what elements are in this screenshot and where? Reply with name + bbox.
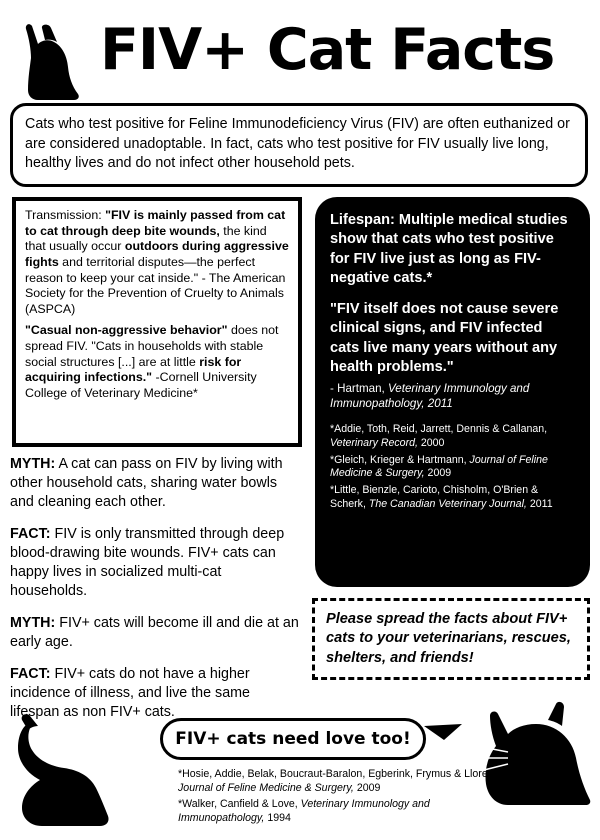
title-row [0,14,600,94]
spread-the-facts-box [312,598,590,680]
reference-italic: Journal of Feline Medicine & Surgery, [178,781,354,794]
reference-italic: Veterinary Record, [330,436,418,449]
reference-plain: *Hosie, Addie, Belak, Boucraut-Baralon, Egberink, Frymus & Lloret, [178,768,494,780]
myth-fact-text: FIV is only transmitted through deep blood-drawing bite wounds. FIV+ cats can happy lives in socialized multi-cat households. [10,526,285,599]
myth-fact-text: FIV+ cats will become ill and die at an early age. [10,615,299,650]
myth-fact-item [10,614,300,652]
transmission-quote1-lead: "FIV is mainly passed from cat to cat through deep bite wounds, [25,208,286,238]
lifespan-attrib-plain: - Hartman, [330,382,388,395]
reference-tail: 2011 [526,497,553,510]
reference-plain: *Little, Bienzle, Carioto, Chisholm, O'Brien & Scherk, [330,484,539,510]
lifespan-lead: Multiple medical studies show that cats who test positive for FIV live just as long as FIV-negative cats.* [330,212,568,286]
reference-item [330,484,575,512]
reference-plain: *Walker, Canfield & Love, [178,797,301,810]
cat-silhouette-icon [18,20,88,104]
lifespan-attrib-italic: Veterinary Immunology and Immunopathology, 2011 [330,382,530,411]
transmission-quote1-rest: the kind that usually occur [25,223,267,254]
page-title: FIV+ Cat Facts [100,17,555,83]
reference-tail: 2000 [417,436,445,449]
intro-text: Cats who test positive for Feline Immunodeficiency Virus (FIV) are often euthanized or are considered unadoptable. In fact, cats who test positive for FIV usually live long, healthy lives and do not infect other household pets. [25,116,570,172]
reference-tail: 2009 [353,781,381,794]
reference-tail: 1994 [264,811,291,824]
love-bubble [160,718,426,760]
lifespan-attribution [330,381,575,411]
reference-italic: Veterinary Immunology and Immunopathology, [178,797,430,824]
transmission-quote2-bold: "Casual non-aggressive behavior" [25,323,228,338]
transmission-heading: Transmission: [25,208,102,222]
transmission-quote2-rest: does not spread FIV. "Cats in households with stable social structures [...] are at little [25,323,279,369]
bottom-references [178,768,508,828]
love-bubble-text: FIV+ cats need love too! [175,729,411,749]
lifespan-heading: Lifespan: [330,212,395,228]
myth-fact-item [10,455,300,512]
cat-silhouette-sitting-icon [12,712,142,830]
reference-plain: *Addie, Toth, Reid, Jarrett, Dennis & Callanan, [330,423,548,436]
reference-italic: Journal of Feline Medicine & Surgery, [330,453,548,480]
myth-fact-label: MYTH: [10,615,56,631]
reference-item [330,454,575,482]
lifespan-box [315,197,590,587]
myth-fact-text: FIV+ cats do not have a higher incidence of illness, and live the same lifespan as non FIV+ cats. [10,666,251,720]
myth-fact-label: FACT: [10,526,51,542]
reference-italic: The Canadian Veterinary Journal, [368,497,527,510]
transmission-quote2-rest2: -Cornell University College of Veterinary Medicine* [25,370,257,400]
reference-tail: 2009 [424,467,452,480]
myth-fact-list [10,455,300,735]
intro-bubble [10,103,588,187]
transmission-quote1-rest2: and territorial disputes—the perfect reason to keep your cat inside." - The American Society for the Prevention of Cruelty to Animals (ASPCA) [25,254,286,316]
transmission-box [12,197,302,447]
spread-text: Please spread the facts about FIV+ cats to your veterinarians, rescues, shelters, and friends! [326,611,571,666]
lifespan-references [330,423,575,512]
reference-item [178,768,508,796]
lifespan-quote: "FIV itself does not cause severe clinical signs, and FIV infected cats live many years without any health problems." [330,301,559,375]
myth-fact-label: FACT: [10,666,51,682]
reference-plain: *Gleich, Krieger & Hartmann, [330,453,470,466]
myth-fact-label: MYTH: [10,456,56,472]
myth-fact-item [10,525,300,601]
reference-item [330,423,575,451]
reference-item [178,798,508,826]
myth-fact-text: A cat can pass on FIV by living with other household cats, sharing water bowls and cleaning each other. [10,456,283,510]
transmission-quote1-bold2: outdoors during aggressive fights [25,239,289,269]
transmission-quote2-bold2: risk for acquiring infections." [25,354,242,385]
